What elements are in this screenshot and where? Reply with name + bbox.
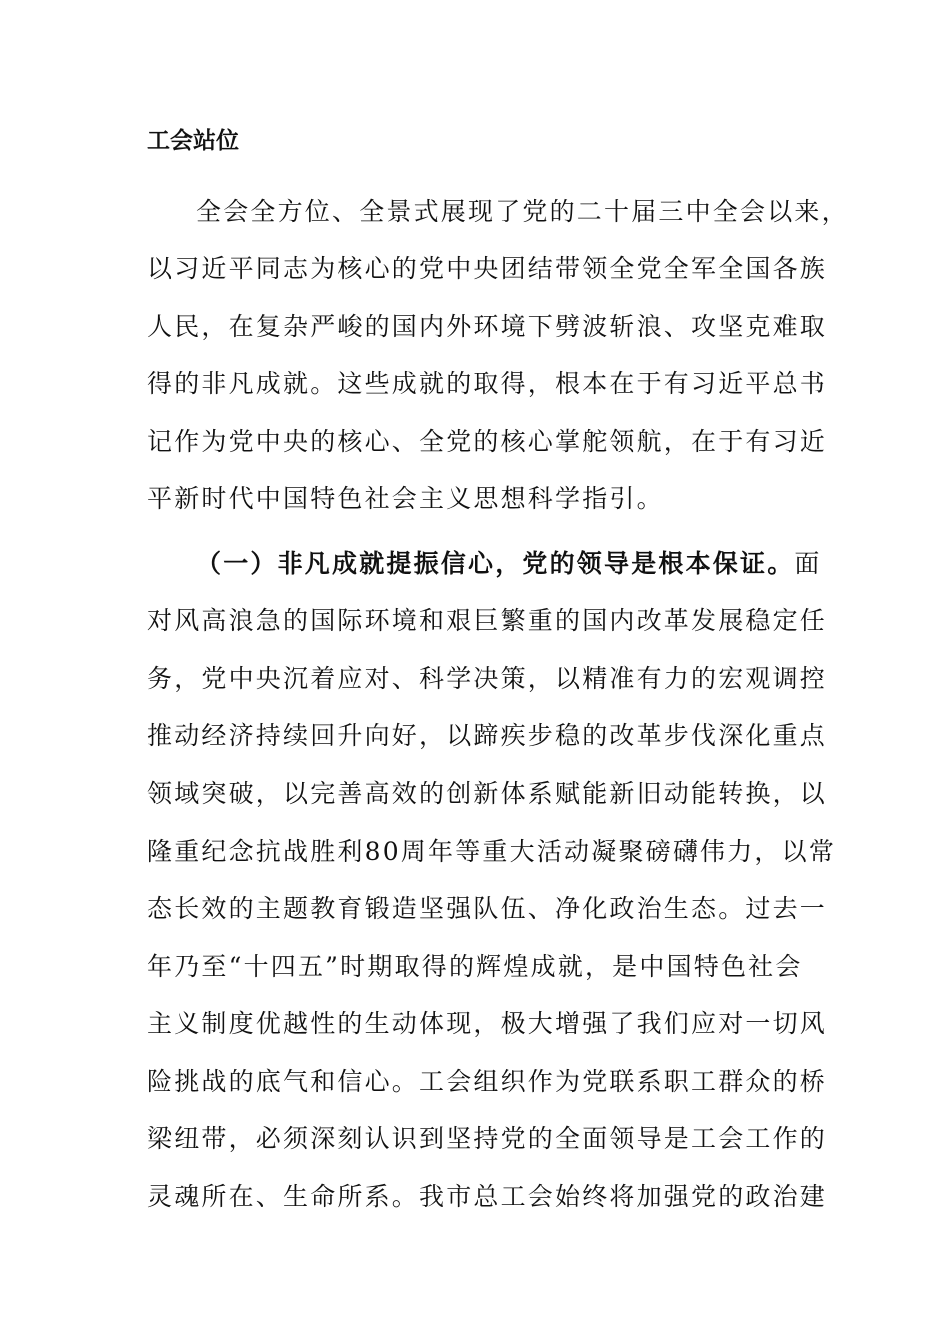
paragraph-line: 对风高浪急的国际环境和艰巨繁重的国内改革发展稳定任 bbox=[147, 606, 828, 635]
paragraph-line: 态长效的主题教育锻造坚强队伍、净化政治生态。过去一 bbox=[147, 894, 828, 923]
paragraph-heading: （一）非凡成就提振信心，党的领导是根本保证。 bbox=[196, 549, 795, 578]
paragraph-line: 隆重纪念抗战胜利80周年等重大活动凝聚磅礴伟力，以常 bbox=[147, 837, 837, 866]
paragraph-line: 险挑战的底气和信心。工会组织作为党联系职工群众的桥 bbox=[147, 1067, 828, 1096]
paragraph-first-line bbox=[196, 548, 822, 580]
paragraph-line: 以习近平同志为核心的党中央团结带领全党全军全国各族 bbox=[147, 254, 828, 283]
paragraph-line: 平新时代中国特色社会主义思想科学指引。 bbox=[147, 484, 664, 513]
paragraph-line: 记作为党中央的核心、全党的核心掌舵领航，在于有习近 bbox=[147, 427, 828, 456]
paragraph-line: 全会全方位、全景式展现了党的二十届三中全会以来， bbox=[196, 197, 849, 226]
paragraph-line: 领域突破，以完善高效的创新体系赋能新旧动能转换，以 bbox=[147, 779, 828, 808]
paragraph-line: 务，党中央沉着应对、科学决策，以精准有力的宏观调控 bbox=[147, 664, 828, 693]
paragraph-line: 人民，在复杂严峻的国内外环境下劈波斩浪、攻坚克难取 bbox=[147, 312, 828, 341]
paragraph-line: 灵魂所在、生命所系。我市总工会始终将加强党的政治建 bbox=[147, 1182, 828, 1211]
paragraph-line: 得的非凡成就。这些成就的取得，根本在于有习近平总书 bbox=[147, 369, 828, 398]
paragraph-heading-continuation: 面 bbox=[794, 549, 822, 578]
paragraph-line: 推动经济持续回升向好，以蹄疾步稳的改革步伐深化重点 bbox=[147, 721, 828, 750]
section-title: 工会站位 bbox=[147, 127, 239, 154]
paragraph-line: 年乃至“十四五”时期取得的辉煌成就，是中国特色社会 bbox=[147, 952, 803, 981]
paragraph-line: 主义制度优越性的生动体现，极大增强了我们应对一切风 bbox=[147, 1009, 828, 1038]
paragraph-line: 梁纽带，必须深刻认识到坚持党的全面领导是工会工作的 bbox=[147, 1124, 828, 1153]
